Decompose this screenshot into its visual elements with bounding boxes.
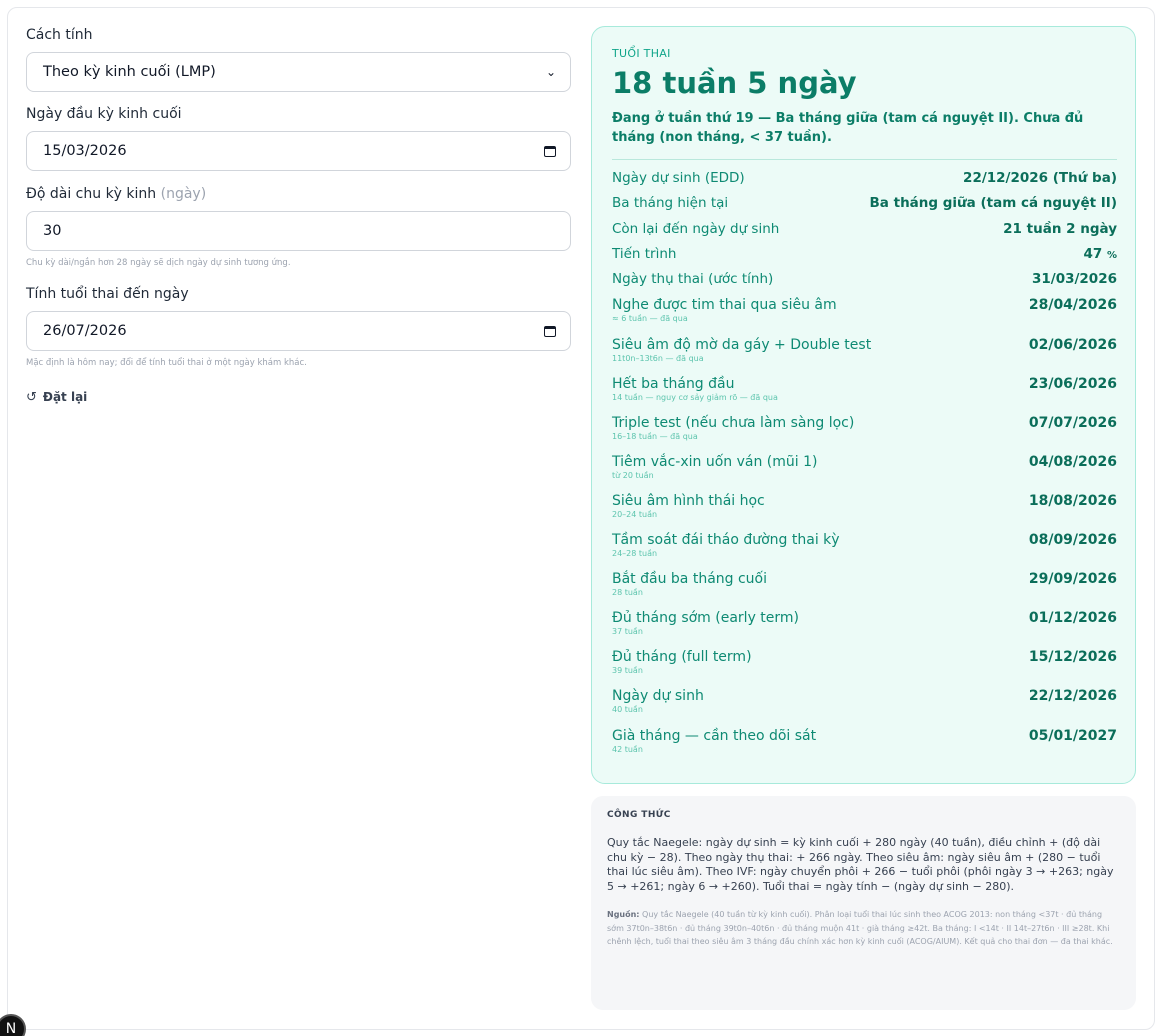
milestone-row <box>612 609 1117 648</box>
milestone-note: 40 tuần <box>612 705 643 715</box>
formula-title: CÔNG THỨC <box>607 810 671 820</box>
milestone-row <box>612 687 1117 726</box>
milestone-row <box>612 336 1117 375</box>
gestational-age: 18 tuần 5 ngày <box>612 66 857 100</box>
milestone-row <box>612 727 1117 766</box>
source-text: Quy tắc Naegele (40 tuần từ kỳ kinh cuối). Phân loại tuổi thai lúc sinh theo ACOG 2013: non tháng <37t · đủ tháng sớm 37t0n–38t6n · đủ tháng 39t0n–40t6n · đủ tháng muộn 41t · già tháng ≥42t. Ba tháng: I <14t · II 14t–27t6n · III ≥28t. Khi chênh lệch, tuổi thai theo siêu âm 3 tháng đầu chính xác hơn kỳ kinh cuối (ACOG/AIUM). Kết quả cho thai đơn — đa thai khác. <box>607 910 1113 946</box>
milestone-row <box>612 453 1117 492</box>
milestone-note: 39 tuần <box>612 666 643 676</box>
milestone-date: 28/04/2026 <box>1028 297 1117 314</box>
milestone-date: 01/12/2026 <box>1028 610 1117 627</box>
progress-value <box>1083 246 1117 262</box>
milestone-name: Siêu âm hình thái học <box>612 492 765 509</box>
lmp-date-input[interactable] <box>26 131 571 171</box>
milestone-note: ≈ 6 tuần — đã qua <box>612 314 688 324</box>
fact-value: Ba tháng giữa (tam cá nguyệt II) <box>869 195 1117 212</box>
milestone-name: Bắt đầu ba tháng cuối <box>612 571 768 588</box>
cycle-label <box>26 185 571 203</box>
milestone-row <box>612 570 1117 609</box>
fact-value: 21 tuần 2 ngày <box>1003 220 1117 237</box>
milestone-date: 29/09/2026 <box>1028 571 1117 588</box>
reset-label: Đặt lại <box>42 390 88 404</box>
milestone-row <box>612 375 1117 414</box>
milestone-note: 42 tuần <box>612 744 643 754</box>
milestone-note: 24–28 tuần <box>612 549 658 559</box>
milestone-name: Tầm soát đái tháo đường thai kỳ <box>612 532 840 549</box>
milestone-row <box>612 531 1117 570</box>
method-label: Cách tính <box>26 27 93 43</box>
milestone-name: Hết ba tháng đầu <box>612 375 735 392</box>
chevron-down-icon: ⌄ <box>545 65 556 79</box>
fact-row <box>612 195 1117 220</box>
milestone-row <box>612 648 1117 687</box>
asof-hint: Mặc định là hôm nay; đổi để tính tuổi thai ở một ngày khám khác. <box>26 358 307 368</box>
milestone-date: 05/01/2027 <box>1028 727 1117 744</box>
fact-label: Ba tháng hiện tại <box>612 195 729 212</box>
milestone-name: Đủ tháng sớm (early term) <box>612 610 800 627</box>
milestone-note: 37 tuần <box>612 627 643 637</box>
calendar-icon[interactable] <box>544 326 556 337</box>
method-select-value: Theo kỳ kinh cuối (LMP) <box>43 64 216 80</box>
milestone-date: 23/06/2026 <box>1028 375 1117 392</box>
app-badge-icon[interactable]: N <box>0 1014 26 1036</box>
milestone-name: Nghe được tim thai qua siêu âm <box>612 297 837 314</box>
calculator-form <box>26 26 571 405</box>
asof-date-value: 26/07/2026 <box>43 323 127 339</box>
source-label: Nguồn: <box>607 910 640 919</box>
milestone-name: Tiêm vắc-xin uốn ván (mũi 1) <box>612 453 818 470</box>
milestone-date: 15/12/2026 <box>1028 649 1117 666</box>
lmp-date-value: 15/03/2026 <box>43 143 127 159</box>
milestone-note: 28 tuần <box>612 588 643 598</box>
milestone-date: 22/12/2026 <box>1028 688 1117 705</box>
asof-date-input[interactable] <box>26 311 571 351</box>
lmp-label: Ngày đầu kỳ kinh cuối <box>26 106 182 122</box>
cycle-hint: Chu kỳ dài/ngắn hơn 28 ngày sẽ dịch ngày dự sinh tương ứng. <box>26 258 291 268</box>
milestone-date: 08/09/2026 <box>1028 532 1117 549</box>
cycle-length-input[interactable] <box>26 211 571 251</box>
milestone-note: 11t0n–13t6n — đã qua <box>612 353 704 363</box>
cycle-label-unit: (ngày) <box>160 186 207 202</box>
formula-box <box>591 796 1136 1010</box>
milestone-row <box>612 492 1117 531</box>
milestone-note: 14 tuần — nguy cơ sảy giảm rõ — đã qua <box>612 392 778 402</box>
asof-label: Tính tuổi thai đến ngày <box>26 286 189 302</box>
milestone-date: 02/06/2026 <box>1028 336 1117 353</box>
milestone-date: 07/07/2026 <box>1028 414 1117 431</box>
progress-unit: % <box>1106 249 1117 261</box>
milestone-note: từ 20 tuần <box>612 470 654 480</box>
milestone-row <box>612 296 1117 335</box>
result-eyebrow: TUỔI THAI <box>612 47 671 60</box>
progress-row <box>612 246 1117 271</box>
milestone-name: Đủ tháng (full term) <box>612 649 752 666</box>
conception-row <box>612 271 1117 296</box>
conception-date: 31/03/2026 <box>1031 271 1117 288</box>
milestone-list <box>612 296 1115 765</box>
fact-label: Còn lại đến ngày dự sinh <box>612 220 780 237</box>
reset-button[interactable] <box>26 389 106 405</box>
fact-row <box>612 221 1117 246</box>
milestone-name: Siêu âm độ mờ da gáy + Double test <box>612 336 872 353</box>
milestone-date: 04/08/2026 <box>1028 453 1117 470</box>
progress-number: 47 <box>1083 245 1103 262</box>
reset-icon: ↺ <box>26 389 37 405</box>
cycle-label-text: Độ dài chu kỳ kinh <box>26 186 157 202</box>
milestone-name: Triple test (nếu chưa làm sàng lọc) <box>612 414 855 431</box>
conception-label: Ngày thụ thai (ước tính) <box>612 271 774 288</box>
milestone-note: 20–24 tuần <box>612 509 658 519</box>
progress-label: Tiến trình <box>612 245 677 262</box>
milestone-name: Già tháng — cần theo dõi sát <box>612 727 817 744</box>
formula-source <box>607 908 1120 949</box>
milestone-name: Ngày dự sinh <box>612 688 704 705</box>
result-card <box>591 26 1136 784</box>
fact-label: Ngày dự sinh (EDD) <box>612 170 745 186</box>
fact-row <box>612 170 1117 195</box>
formula-body: Quy tắc Naegele: ngày dự sinh = kỳ kinh cuối + 280 ngày (40 tuần), điều chỉnh + (độ dài chu kỳ − 28). Theo ngày thụ thai: + 266 ngày. Theo siêu âm: ngày siêu âm + (280 − tuổi thai lúc siêu âm). Theo IVF: ngày chuyển phôi + 266 − tuổi phôi (phôi ngày 3 → +263; ngày 5 → +261; ngày 6 → +260). Tuổi thai = ngày tính − (ngày dự sinh − 280). <box>607 836 1114 893</box>
cycle-length-value: 30 <box>43 223 62 239</box>
result-summary: Đang ở tuần thứ 19 — Ba tháng giữa (tam cá nguyệt II). Chưa đủ tháng (non tháng, < 37 tuần). <box>612 111 1084 145</box>
milestone-date: 18/08/2026 <box>1028 492 1117 509</box>
divider <box>612 159 1117 160</box>
milestone-row <box>612 414 1117 453</box>
calendar-icon[interactable] <box>544 146 556 157</box>
milestone-note: 16–18 tuần — đã qua <box>612 431 698 441</box>
method-select[interactable] <box>26 52 571 92</box>
fact-value: 22/12/2026 (Thứ ba) <box>963 170 1117 186</box>
